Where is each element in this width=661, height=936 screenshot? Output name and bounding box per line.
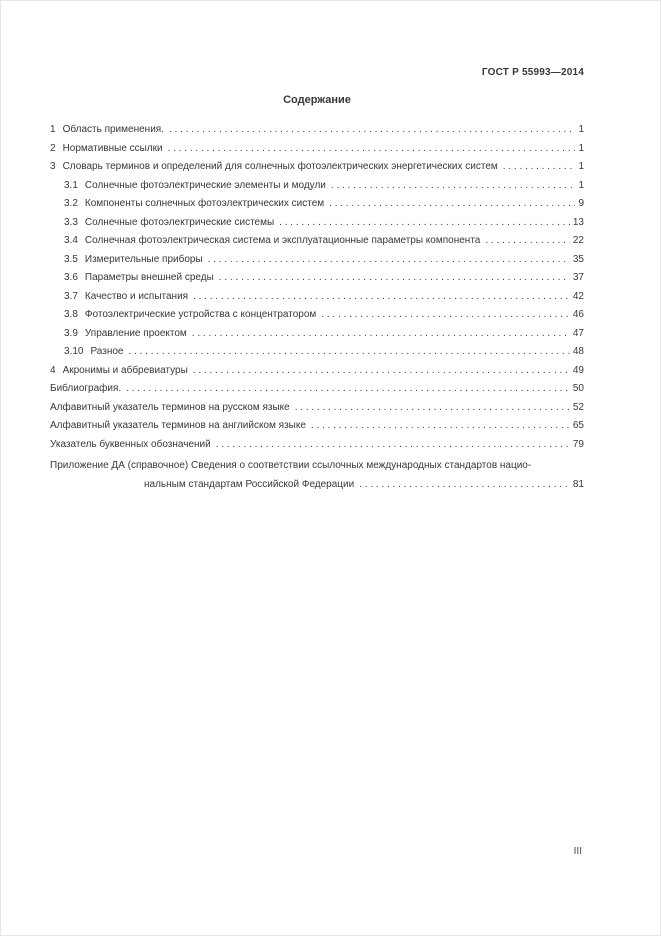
toc-entry-number: 4	[50, 364, 56, 376]
dot-leader	[193, 288, 570, 307]
toc-entry-label: Словарь терминов и определений для солнечных фотоэлектрических энергетических систем	[62, 161, 498, 172]
toc-entry-label: Управление проектом	[84, 327, 187, 339]
toc-entry-page: 13	[572, 216, 584, 228]
toc-entry	[50, 121, 584, 140]
toc-entry-number: 3.6	[64, 272, 78, 283]
toc-entry-number: 2	[50, 142, 56, 154]
dot-leader	[321, 306, 570, 325]
dot-leader	[295, 399, 570, 418]
toc-entry-label: Качество и испытания	[84, 290, 189, 302]
toc-entry-number: 3.9	[64, 327, 78, 339]
dot-leader	[169, 121, 575, 140]
toc-entry-number: 3.1	[64, 179, 78, 191]
toc-entry-label: Алфавитный указатель терминов на английском языке	[50, 420, 306, 431]
toc-entry-label: Солнечные фотоэлектрические элементы и модули	[84, 179, 326, 191]
dot-leader	[126, 380, 570, 399]
toc-entry-page: 35	[572, 253, 584, 265]
toc-entry-number: 3.3	[64, 216, 78, 228]
toc-entry-number: 1	[50, 124, 56, 135]
toc-entry-number: 3.2	[64, 198, 78, 209]
page-number: III	[573, 846, 582, 857]
toc-entry	[50, 251, 584, 270]
dot-leader	[485, 232, 570, 251]
toc-entry	[50, 417, 584, 436]
toc-entry-page: 46	[572, 309, 584, 320]
toc-entry-number: 3.10	[64, 346, 84, 357]
dot-leader	[168, 140, 576, 159]
toc-entry-page: 52	[572, 401, 584, 413]
toc-entry	[50, 288, 584, 307]
dot-leader	[216, 436, 570, 455]
dot-leader	[129, 343, 570, 362]
toc-entry-label: Солнечные фотоэлектрические системы	[84, 216, 275, 228]
toc-entry-label: Измерительные приборы	[84, 253, 203, 265]
document-code: ГОСТ Р 55993—2014	[481, 67, 584, 78]
toc-entry-label: Фотоэлектрические устройства с концентратором	[84, 309, 317, 320]
dot-leader	[192, 325, 570, 344]
toc-entry-page: 50	[572, 383, 584, 394]
page-title: Содержание	[283, 94, 351, 106]
toc-entry-page: 9	[578, 198, 584, 209]
toc-entry	[50, 269, 584, 288]
toc-entry-label: Алфавитный указатель терминов на русском языке	[50, 401, 290, 413]
dot-leader	[208, 251, 570, 270]
toc-entry-page: 37	[572, 272, 584, 283]
toc-entry-page: 65	[572, 420, 584, 431]
dot-leader	[311, 417, 570, 436]
toc-entry-page: 22	[572, 235, 584, 246]
toc-entry-page: 47	[572, 327, 584, 339]
toc-entry	[50, 380, 584, 399]
toc-entry	[50, 399, 584, 418]
toc-entry	[50, 158, 584, 177]
dot-leader	[503, 158, 576, 177]
toc-entry-number: 3	[50, 161, 56, 172]
toc-entry	[50, 343, 584, 362]
toc-entry-number: 3.8	[64, 309, 78, 320]
toc-entry-label: Акронимы и аббревиатуры	[62, 364, 188, 376]
toc-entry-number: 3.7	[64, 290, 78, 302]
toc-entry	[50, 195, 584, 214]
toc-entry	[50, 232, 584, 251]
toc-entry-label: Область применения.	[62, 124, 164, 135]
dot-leader	[331, 177, 576, 196]
toc-entry	[50, 140, 584, 159]
dot-leader	[279, 214, 570, 233]
toc-entry-number: 3.5	[64, 253, 78, 265]
toc-entry-label: Библиография.	[50, 383, 122, 394]
toc-entry-page: 1	[578, 179, 584, 191]
toc-entry	[50, 436, 584, 455]
toc-appendix-entry	[50, 457, 584, 494]
toc-appendix-label: нальным стандартам Российской Федерации	[144, 478, 355, 490]
toc-entry-page: 48	[572, 346, 584, 357]
toc-entry-label: Компоненты солнечных фотоэлектрических систем	[84, 198, 325, 209]
toc-entry-page: 1	[578, 124, 584, 135]
toc-appendix-line2	[50, 476, 584, 495]
toc-entry-label: Разное	[90, 346, 124, 357]
toc-entry	[50, 214, 584, 233]
table-of-contents	[50, 121, 584, 494]
toc-entry-label: Параметры внешней среды	[84, 272, 214, 283]
toc-entry-label: Указатель буквенных обозначений	[50, 438, 211, 450]
toc-entry	[50, 177, 584, 196]
toc-entry	[50, 362, 584, 381]
toc-entry-page: 79	[572, 438, 584, 450]
toc-entry	[50, 306, 584, 325]
toc-entry-page: 42	[572, 290, 584, 302]
dot-leader	[193, 362, 570, 381]
dot-leader	[359, 476, 570, 495]
dot-leader	[329, 195, 575, 214]
toc-appendix-line1: Приложение ДА (справочное) Сведения о соответствии ссылочных международных стандартов нацио-	[50, 460, 532, 471]
toc-appendix-page: 81	[572, 478, 584, 490]
toc-entry-page: 1	[578, 142, 584, 154]
toc-entry	[50, 325, 584, 344]
toc-entry-page: 49	[572, 364, 584, 376]
toc-entry-label: Солнечная фотоэлектрическая система и эксплуатационные параметры компонента	[84, 235, 481, 246]
dot-leader	[219, 269, 570, 288]
toc-entry-number: 3.4	[64, 235, 78, 246]
toc-entry-label: Нормативные ссылки	[62, 142, 163, 154]
toc-entry-page: 1	[578, 161, 584, 172]
